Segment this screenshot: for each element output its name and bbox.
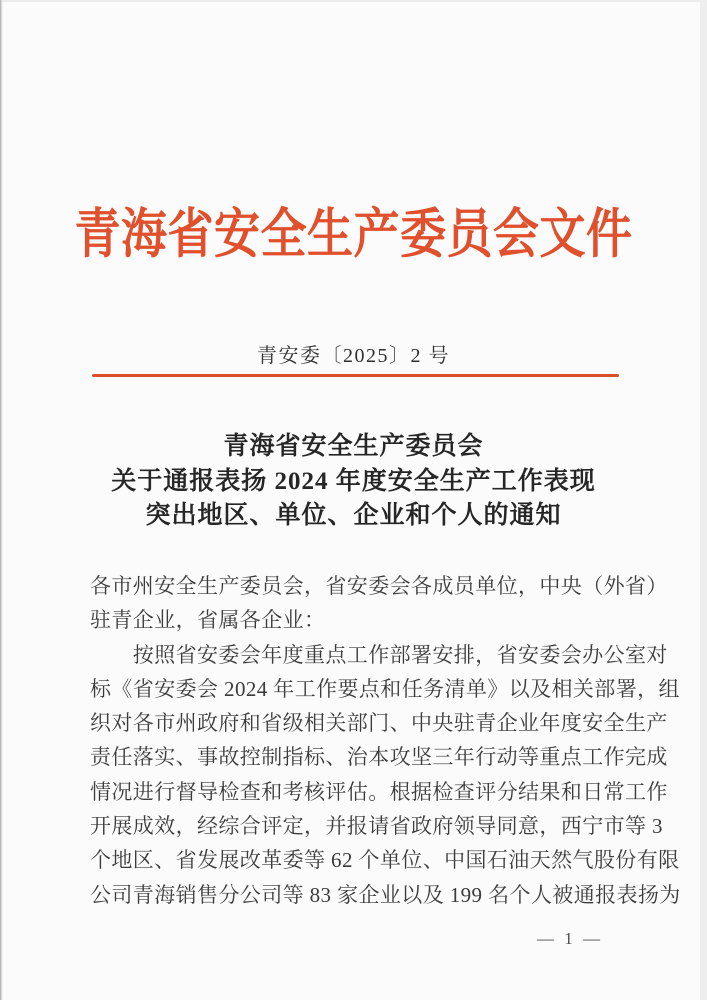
body-line: 公司青海销售分公司等 83 家企业以及 199 名个人被通报表扬为 <box>90 882 681 907</box>
notice-title-line: 突出地区、单位、企业和个人的通知 <box>145 502 562 529</box>
scan-edge-top <box>0 0 707 2</box>
body-line: 按照省安委会年度重点工作部署安排，省安委会办公室对 <box>90 642 668 667</box>
body-line: 开展成效，经综合评定，并报请省政府领导同意，西宁市等 3 <box>90 814 663 839</box>
body-line: 责任落实、事故控制指标、治本攻坚三年行动等重点工作完成 <box>90 745 668 770</box>
notice-title-line: 青海省安全生产委员会 <box>223 433 484 460</box>
document-number: 青安委〔2025〕2 号 <box>257 345 450 367</box>
body-line: 各市州安全生产委员会，省安委会各成员单位，中央（外省） <box>90 574 668 598</box>
red-divider-line <box>92 374 619 377</box>
page-number: — 1 — <box>537 929 603 948</box>
body-line: 情况进行督导检查和考核评估。根据检查评分结果和日常工作 <box>90 779 668 804</box>
letterhead-title: 青海省安全生产委员会文件 <box>74 204 633 264</box>
notice-title-line: 关于通报表扬 2024 年度安全生产工作表现 <box>111 467 596 495</box>
body-line: 驻青企业，省属各企业： <box>90 608 326 633</box>
body-line: 织对各市州政府和省级相关部门、中央驻青企业年度安全生产 <box>90 711 668 736</box>
body-line: 标《省安委会 2024 年工作要点和任务清单》以及相关部署，组 <box>90 676 680 701</box>
notice-title <box>0 430 707 534</box>
body-paragraphs <box>90 569 681 912</box>
body-line: 个地区、省发展改革委等 62 个单位、中国石油天然气股份有限 <box>90 848 680 873</box>
